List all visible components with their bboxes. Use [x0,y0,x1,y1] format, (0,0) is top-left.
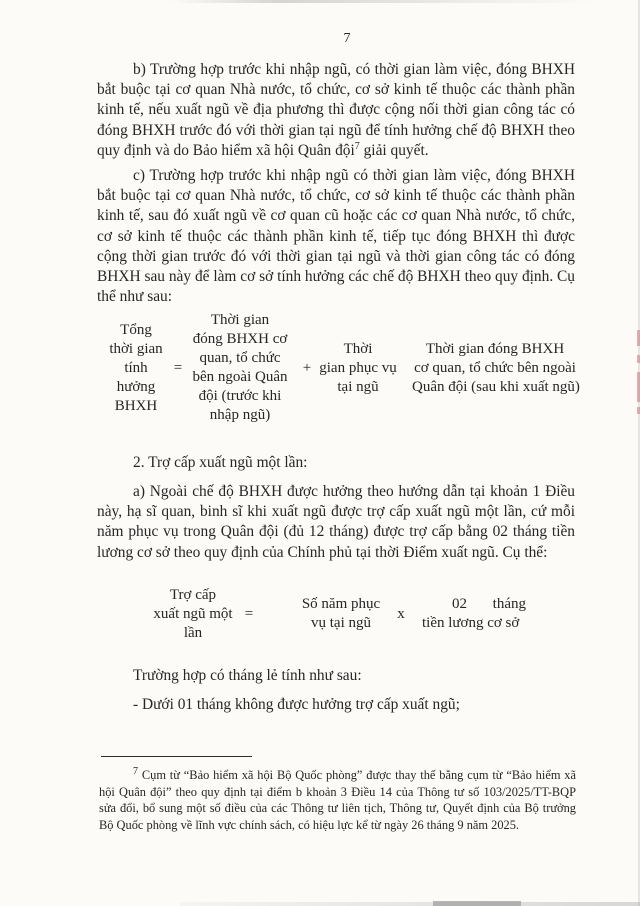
equals-sign: = [173,359,183,376]
formula1-term2-line: tại ngũ [337,378,379,395]
formula1-term1-line: bên ngoài Quân [192,369,288,385]
formula-total-bhxh-time [0,303,640,433]
footnote-reference-7: 7 [354,140,360,152]
formula1-result-line: Tổng [120,321,152,338]
paragraph-a: a) Ngoài chế độ BHXH được hưởng theo hướng dẫn tại khoản 1 Điều này, hạ sĩ quan, binh sĩ khi xuất ngũ được trợ cấp xuất ngũ một lần, cứ mỗi năm phục vụ trong Quân đội (đủ 12 tháng) được trợ cấp bằng 02 tháng tiền lương cơ sở theo quy định của Chính phủ tại thời Điểm xuất ngũ. Cụ thể: [97,483,575,561]
formula1-term3-line: cơ quan, tổ chức bên ngoài [414,359,576,376]
formula1-term1-line: Thời gian [210,312,270,328]
formula1-term1 [188,303,292,433]
paragraph-b-text-end: giải quyết. [359,141,429,159]
section-2-heading: 2. Trợ cấp xuất ngũ một lần: [133,454,308,471]
formula2-term2 [422,582,526,646]
footnote [99,767,576,833]
formula1-term2-line: gian phục vụ [319,359,397,376]
formula1-term1-line: đóng BHXH cơ [192,331,288,347]
formula-discharge-allowance [0,582,640,646]
formula1-term2-line: Thời [343,340,373,357]
formula1-term1-line: quan, tổ chức [199,350,281,366]
formula1-term3-line: Quân đội (sau khi xuất ngũ) [412,378,580,395]
note-intro: Trường hợp có tháng lẻ tính như sau: [133,667,362,684]
formula2-result-line: Trợ cấp [169,586,217,603]
formula1-term3-line: Thời gian đóng BHXH [425,340,565,357]
formula1-result [99,303,173,433]
formula1-result-line: BHXH [114,397,158,414]
paragraph-b [97,60,575,161]
formula1-term2 [319,303,397,433]
scan-artifact-bottom-edge [180,902,640,906]
note-item: - Dưới 01 tháng không được hưởng trợ cấp xuất ngũ; [133,696,460,713]
formula1-term1-line: nhập ngũ) [209,407,271,423]
formula2-term2-line1 [422,595,526,614]
formula1-result-line: hưởng [116,378,156,395]
footnote-separator [101,756,252,757]
plus-sign: + [302,359,312,376]
scan-artifact-top-edge [170,0,600,3]
formula1-result-line: thời gian [109,340,163,357]
formula1-result-line: tính [124,359,148,376]
formula2-result [153,582,233,646]
formula2-result-line: xuất ngũ một [153,605,233,622]
formula2-term1 [300,582,382,646]
footnote-number: 7 [133,765,138,777]
formula1-term1-line: đội (trước khi [198,388,282,404]
equals-sign: = [244,605,254,622]
formula1-term3 [412,303,578,433]
paragraph-c: c) Trường hợp trước khi nhập ngũ có thời gian làm việc, đóng BHXH bắt buộc tại cơ quan Nhà nước, tổ chức, cơ sở kinh tế thuộc các thành phần kinh tế, sau đó xuất ngũ về cơ quan cũ hoặc các cơ quan Nhà nước, tổ chức, cơ sở kinh tế thuộc các thành phần kinh tế, tiếp tục đóng BHXH thì được cộng thời gian trước đó với thời gian tại ngũ và thời gian công tác có đóng BHXH sau này để làm cơ sở tính hưởng các chế độ BHXH theo quy định. Cụ thể như sau: [97,167,575,306]
multiply-sign: x [397,605,405,622]
page-number: 7 [343,31,351,46]
scan-artifact-bottom-shadow [433,901,521,906]
formula2-term2-line2: tiền lương cơ sở [422,615,520,631]
footnote-text: Cụm từ “Bảo hiểm xã hội Bộ Quốc phòng” được thay thế bằng cụm từ “Bảo hiểm xã hội Quân đội” theo quy định tại điểm b khoản 3 Điều 14 của Thông tư số 103/2025/TT-BQP sửa đổi, bổ sung một số điều của các Thông tư liên tịch, Thông tư, Quyết định của Bộ trưởng Bộ Quốc phòng về lĩnh vực chính sách, có hiệu lực kể từ ngày 26 tháng 9 năm 2025. [99,768,576,832]
formula2-term1-line: vụ tại ngũ [311,615,371,631]
formula2-term1-line: Số năm phục [301,596,381,612]
formula2-result-line: lần [183,624,203,641]
formula2-term2-word: tháng [492,596,526,612]
paragraph-b-text: b) Trường hợp trước khi nhập ngũ, có thời gian làm việc, đóng BHXH bắt buộc tại cơ quan Nhà nước, tổ chức, cơ sở kinh tế thuộc các thành phần kinh tế, nếu xuất ngũ về địa phương thì được cộng nối thời gian công tác có đóng BHXH trước đó với thời gian tại ngũ để tính hưởng chế độ BHXH theo quy định và do Bảo hiểm xã hội Quân đội [97,61,575,159]
formula2-term2-word: 02 [452,596,467,612]
